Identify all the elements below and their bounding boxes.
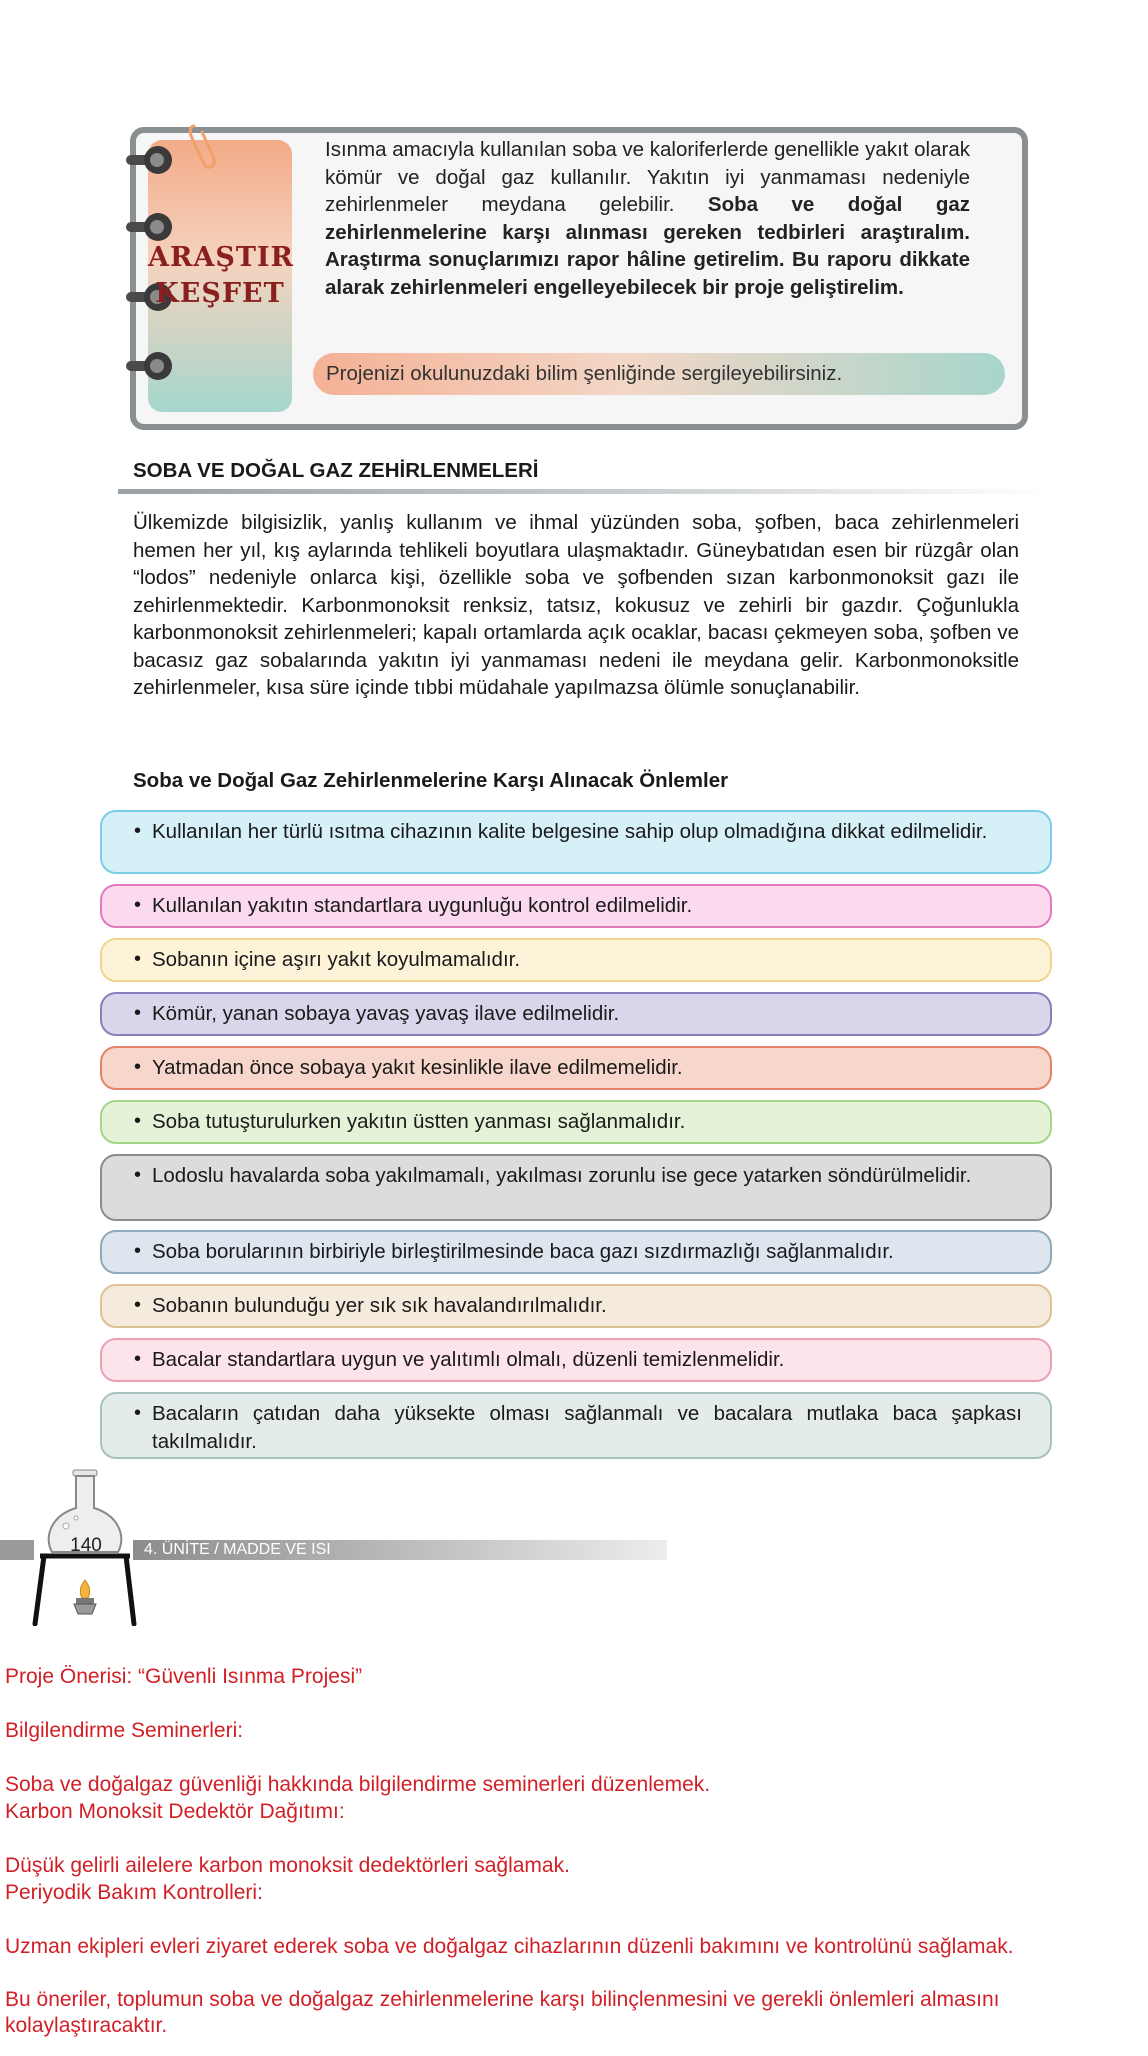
precaution-item xyxy=(100,810,1052,874)
section-title: SOBA VE DOĞAL GAZ ZEHİRLENMELERİ xyxy=(133,459,539,482)
precaution-item xyxy=(100,992,1052,1036)
ring-icon xyxy=(126,350,176,382)
note-heading-detectors: Karbon Monoksit Dedektör Dağıtımı: xyxy=(5,1800,345,1823)
precaution-text: Sobanın içine aşırı yakıt koyulmamalıdır. xyxy=(152,948,521,971)
precaution-item xyxy=(100,938,1052,982)
page-number: 140 xyxy=(70,1535,102,1556)
precaution-item xyxy=(100,884,1052,928)
precaution-text: Yatmadan önce sobaya yakıt kesinlikle ilave edilmemelidir. xyxy=(152,1056,683,1079)
precaution-text: Kullanılan yakıtın standartlara uygunluğu kontrol edilmelidir. xyxy=(152,894,693,917)
precaution-item xyxy=(100,1046,1052,1090)
precaution-text: Soba borularının birbiriyle birleştirilmesinde baca gazı sızdırmazlığı sağlanmalıdır. xyxy=(152,1240,894,1263)
note-detectors-text: Düşük gelirli ailelere karbon monoksit dedektörleri sağlamak. xyxy=(5,1854,570,1877)
precaution-text: Bacaların çatıdan daha yüksekte olması sağlanmalı ve bacalara mutlaka baca şapkası takılmalıdır. xyxy=(152,1402,1022,1453)
section-divider xyxy=(118,489,1048,494)
ring-icon xyxy=(126,211,176,243)
precaution-item xyxy=(100,1154,1052,1221)
section-intro: Ülkemizde bilgisizlik, yanlış kullanım ve ihmal yüzünden soba, şofben, baca zehirlenmeleri hemen her yıl, kış aylarında tehlikeli boyutlara ulaşmaktadır. Güneybatıdan esen bir rüzgâr olan “lodos” nedeniyle onlarca kişi, özellikle soba ve şofbenden sızan karbonmonoksit gazı ile zehirlenmektedir. Karbonmonoksit renksiz, tatsız, kokusuz ve zehirli bir gazdır. Çoğunlukla karbonmonoksit zehirlenmeleri; kapalı ortamlarda açık ocaklar, bacası çekmeyen soba, şofben ve bacasız gaz sobalarında yakıtın iyi yanmaması nedeni ile meydana gelir. Karbonmonoksitle zehirlenmeler, kısa süre içinde tıbbi müdahale yapılmazsa ölümle sonuçlanabilir. xyxy=(133,511,1019,699)
precaution-item xyxy=(100,1284,1052,1328)
precaution-text: Soba tutuşturulurken yakıtın üstten yanması sağlanmalıdır. xyxy=(152,1110,686,1133)
precaution-item xyxy=(100,1338,1052,1382)
precaution-item xyxy=(100,1230,1052,1274)
precaution-text: Kullanılan her türlü ısıtma cihazının kalite belgesine sahip olup olmadığına dikkat edilmelidir. xyxy=(152,820,988,843)
note-heading-maintenance: Periyodik Bakım Kontrolleri: xyxy=(5,1881,263,1904)
precaution-item xyxy=(100,1100,1052,1144)
note-seminars-text: Soba ve doğalgaz güvenliği hakkında bilgilendirme seminerleri düzenlemek. xyxy=(5,1773,711,1796)
activity-text-bold: Soba ve doğal gaz zehirlenmelerine karşı alınması gereken tedbirleri araştıralım. Araştırma sonuçlarımızı rapor hâline getirelim. Bu raporu dikkate alarak zehirlenmeleri engelleyebilecek bir proje geliştirelim. xyxy=(325,193,970,299)
tab-title-kesfet: KEŞFET xyxy=(155,278,285,309)
precaution-item xyxy=(100,1392,1052,1459)
activity-pill-text: Projenizi okulunuzdaki bilim şenliğinde sergileyebilirsiniz. xyxy=(326,362,843,385)
tab-title-arastir: ARAŞTIR xyxy=(148,242,294,273)
precautions-title: Soba ve Doğal Gaz Zehirlenmelerine Karşı Alınacak Önlemler xyxy=(133,769,729,792)
note-project-title: Proje Önerisi: “Güvenli Isınma Projesi” xyxy=(5,1665,363,1688)
footer-bar-left xyxy=(0,1540,34,1560)
note-maintenance-text: Uzman ekipleri evleri ziyaret ederek soba ve doğalgaz cihazlarının düzenli bakımını ve kontrolünü sağlamak. xyxy=(5,1935,1014,1958)
note-heading-seminars: Bilgilendirme Seminerleri: xyxy=(5,1719,244,1742)
note-conclusion: Bu öneriler, toplumun soba ve doğalgaz zehirlenmelerine karşı bilinçlenmesini ve gerekli önlemleri almasını kolaylaştıracaktır. xyxy=(5,1988,1000,2037)
precaution-text: Kömür, yanan sobaya yavaş yavaş ilave edilmelidir. xyxy=(152,1002,620,1025)
activity-text-plain: Isınma amacıyla kullanılan soba ve kaloriferlerde genellikle yakıt olarak kömür ve doğal gaz kullanılır. Yakıtın iyi yanmaması nedeniyle zehirlenmeler meydana gelebilir. xyxy=(325,138,970,216)
precaution-text: Lodoslu havalarda soba yakılmamalı, yakılması zorunlu ise gece yatarken söndürülmelidir. xyxy=(152,1164,972,1187)
precaution-text: Sobanın bulunduğu yer sık sık havalandırılmalıdır. xyxy=(152,1294,607,1317)
activity-text xyxy=(325,136,970,301)
unit-label: 4. ÜNİTE / MADDE VE ISI xyxy=(144,1541,331,1558)
paperclip-icon xyxy=(186,120,220,174)
precaution-text: Bacalar standartlara uygun ve yalıtımlı olmalı, düzenli temizlenmelidir. xyxy=(152,1348,785,1371)
ring-icon xyxy=(126,144,176,176)
